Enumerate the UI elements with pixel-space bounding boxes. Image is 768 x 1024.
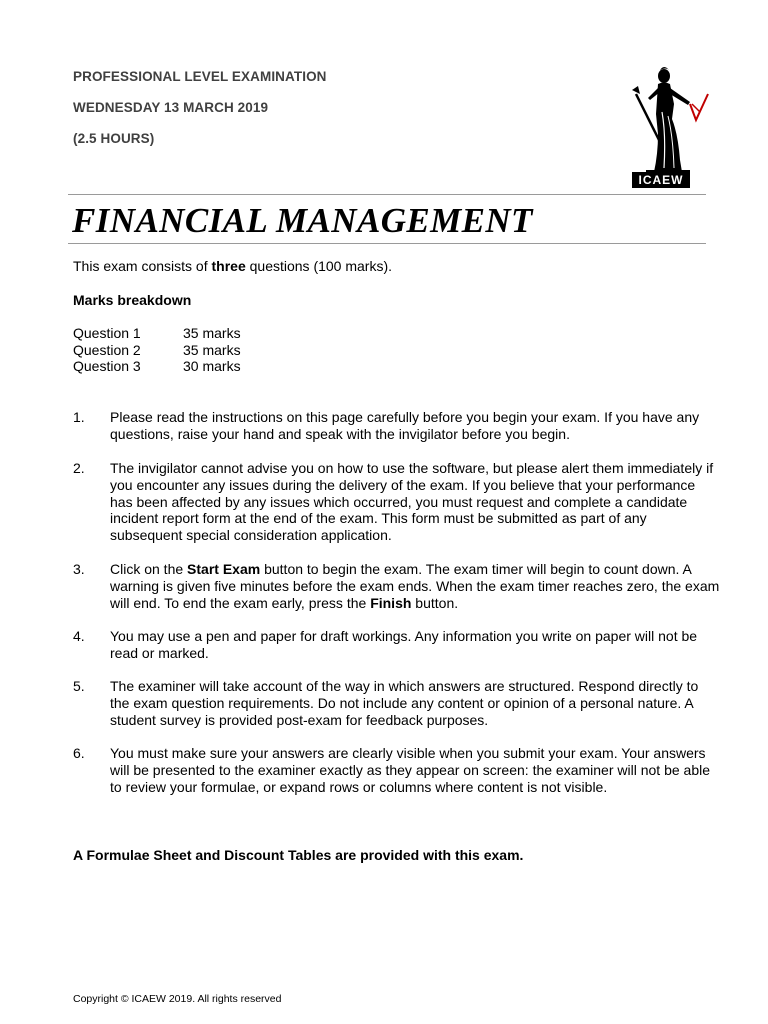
logo-wordmark: ICAEW [638,173,684,187]
instruction-text-part: button. [411,594,459,611]
instruction-text: You may use a pen and paper for draft workings. Any information you write on paper will not be read or marked. [110,628,698,661]
instruction-number: 1. [73,409,85,425]
marks-row [73,325,241,342]
formulae-note: A Formulae Sheet and Discount Tables are provided with this exam. [73,847,524,863]
question-marks: 30 marks [183,358,241,374]
marks-row [73,358,241,375]
instruction-number: 5. [73,678,85,694]
instruction-item [73,745,723,795]
question-marks: 35 marks [183,342,241,358]
exam-date: WEDNESDAY 13 MARCH 2019 [73,100,269,115]
instruction-number: 3. [73,561,85,577]
page-title: FINANCIAL MANAGEMENT [72,201,533,240]
instruction-text: You must make sure your answers are clearly visible when you submit your exam. Your answers will be presented to the examiner exactly as they appear on screen: the examiner will not be able to review your formulae, or expand rows or columns where content is not visible. [110,745,711,795]
title-bottom-rule [68,243,706,244]
question-label: Question 2 [73,342,141,358]
finish-label: Finish [370,594,412,611]
instruction-number: 4. [73,628,85,644]
intro-text [73,258,392,275]
figure-of-justice-icon [628,64,714,188]
instruction-text-part: Click on the [110,561,188,577]
instruction-item [73,678,723,728]
instruction-item [73,460,723,544]
exam-level: PROFESSIONAL LEVEL EXAMINATION [73,69,327,84]
instruction-item [73,628,723,662]
instruction-number: 2. [73,460,85,476]
instruction-text: The examiner will take account of the way in which answers are structured. Respond directly to the exam question requirements. Do not include any content or opinion of a personal nature. A student survey is provided post-exam for feedback purposes. [110,678,699,728]
start-exam-label: Start Exam [187,561,261,577]
instruction-text: The invigilator cannot advise you on how to use the software, but please alert them immediately if you encounter any issues during the delivery of the exam. If you believe that your performance has been affected by any issues which occurred, you must request and complete a candidate incident report form at the end of the exam. This form must be submitted as part of any subsequent special consideration application. [110,460,714,544]
question-marks: 35 marks [183,325,241,341]
question-label: Question 1 [73,325,141,341]
marks-breakdown-heading: Marks breakdown [73,292,192,308]
marks-row [73,342,241,359]
instruction-text: Please read the instructions on this page carefully before you begin your exam. If you have any questions, raise your hand and speak with the invigilator before you begin. [110,409,700,442]
intro-pre: This exam consists of [73,258,212,274]
instruction-text-part: button to begin the exam. The exam timer will begin to count down. A warning is given five minutes before the exam ends. When the exam timer reaches zero, the exam will end. To end the exam early, press the [110,561,720,611]
instruction-text [110,561,720,611]
instruction-item [73,409,723,443]
title-top-rule [68,194,706,195]
copyright-footer: Copyright © ICAEW 2019. All rights reserved [73,993,282,1005]
instruction-number: 6. [73,745,85,761]
icaew-logo [628,64,714,188]
intro-bold: three [211,258,246,274]
exam-duration: (2.5 HOURS) [73,131,155,146]
question-label: Question 3 [73,358,141,374]
instruction-item [73,561,723,611]
intro-post: questions (100 marks). [245,258,393,274]
